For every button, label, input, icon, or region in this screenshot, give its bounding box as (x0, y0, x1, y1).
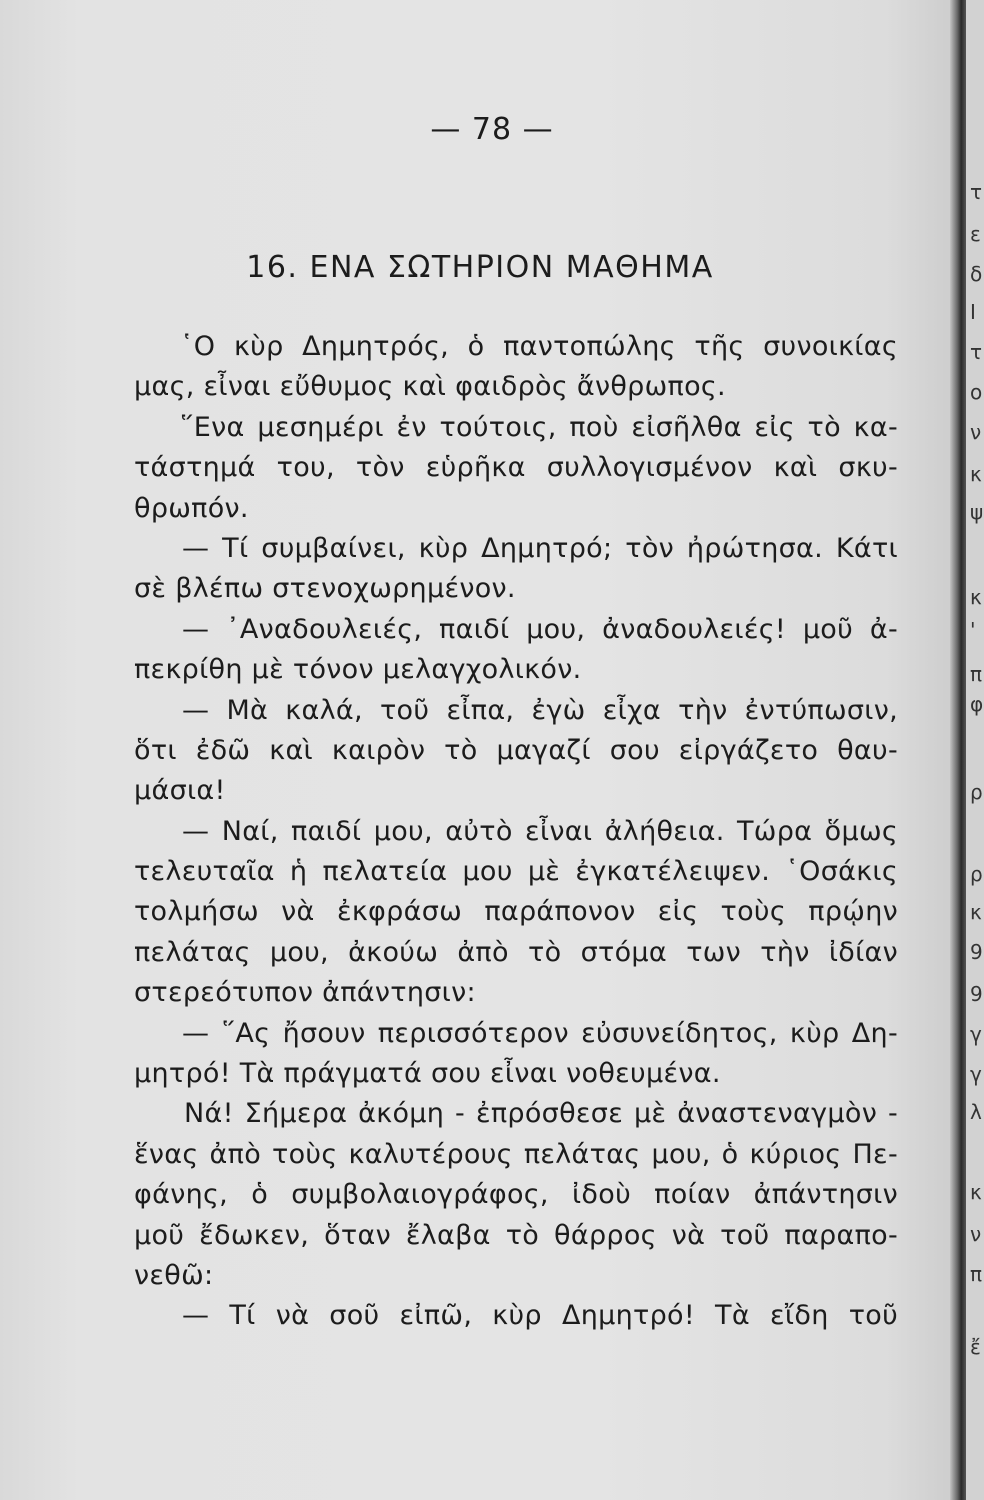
edge-glyph: τ (970, 180, 983, 204)
edge-glyph: κ (970, 900, 982, 924)
book-gutter (950, 0, 966, 1500)
edge-glyph: δ (970, 262, 983, 286)
edge-glyph: κ (970, 462, 982, 486)
text-line: πελάτας μου, ἀκούω ἀπὸ τὸ στόμα των τὴν ἰδίαν (134, 936, 898, 968)
edge-glyph: ρ (970, 780, 983, 804)
text-line: νεθῶ: (134, 1259, 214, 1291)
edge-glyph: τ (970, 340, 983, 364)
text-line: στερεότυπον ἀπάντησιν: (134, 977, 476, 1009)
edge-glyph: ο (970, 380, 983, 404)
text-line: σὲ βλέπω στενοχωρημένον. (134, 573, 516, 605)
text-line: — Τί νὰ σοῦ εἰπῶ, κὺρ Δημητρό! Τὰ εἴδη τοῦ (182, 1300, 898, 1332)
text-line: ὅτι ἐδῶ καὶ καιρὸν τὸ μαγαζί σου εἰργάζετο θαυ- (134, 734, 898, 766)
edge-glyph: ν (970, 420, 982, 444)
body-text (134, 327, 898, 1337)
edge-glyph: ν (970, 1222, 982, 1246)
text-line: — ῞Ας ἤσουν περισσότερον εὐσυνείδητος, κὺρ Δη- (182, 1017, 898, 1049)
edge-glyph: ' (970, 618, 976, 642)
page-number: — 78 — (430, 112, 554, 147)
edge-glyph: κ (970, 1180, 982, 1204)
edge-glyph: ε (970, 222, 981, 246)
edge-glyph: κ (970, 585, 982, 609)
text-line: — ᾿Αναδουλειές, παιδί μου, ἀναδουλειές! μοῦ ἀ- (182, 613, 898, 645)
text-line: φάνης, ὁ συμβολαιογράφος, ἰδοὺ ποίαν ἀπάντησιν (134, 1179, 898, 1211)
chapter-title: 16. ΕΝΑ ΣΩΤΗΡΙΟΝ ΜΑΘΗΜΑ (246, 250, 714, 285)
edge-glyph: π (970, 1262, 983, 1286)
text-line: τολμήσω νὰ ἐκφράσω παράπονον εἰς τοὺς πρῴην (134, 896, 898, 928)
edge-glyph: 9 (970, 982, 983, 1006)
text-line: τάστημά του, τὸν εὑρῆκα συλλογισμένον καὶ σκυ- (134, 452, 898, 484)
edge-glyph: ρ (970, 862, 983, 886)
text-line: ἕνας ἀπὸ τοὺς καλυτέρους πελάτας μου, ὁ κύριος Πε- (134, 1138, 898, 1170)
edge-glyph: ἔ (970, 1335, 981, 1359)
text-line: πεκρίθη μὲ τόνον μελαγχολικόν. (134, 654, 582, 686)
text-line: ῞Ενα μεσημέρι ἐν τούτοις, ποὺ εἰσῆλθα εἰς τὸ κα- (180, 411, 898, 443)
edge-glyph: Ι (970, 300, 976, 324)
text-line: Νά! Σήμερα ἀκόμη - ἐπρόσθεσε μὲ ἀναστεναγμὸν - (184, 1098, 898, 1130)
adjacent-page-edge (966, 0, 984, 1500)
text-line: θρωπόν. (134, 492, 249, 524)
text-line: τελευταῖα ἡ πελατεία μου μὲ ἐγκατέλειψεν. ῾Οσάκις (134, 856, 898, 888)
edge-glyph: γ (970, 1062, 982, 1086)
edge-glyph: 9 (970, 940, 983, 964)
edge-glyph: φ (970, 692, 984, 716)
text-line: ῾Ο κὺρ Δημητρός, ὁ παντοπώλης τῆς συνοικίας (180, 331, 898, 362)
text-line: μας, εἶναι εὔθυμος καὶ φαιδρὸς ἄνθρωπος. (134, 371, 726, 403)
text-line: — Ναί, παιδί μου, αὐτὸ εἶναι ἀλήθεια. Τώρα ὅμως (182, 815, 898, 847)
edge-glyph: π (970, 662, 983, 686)
edge-glyph: λ (970, 1100, 982, 1124)
text-line: μάσια! (134, 775, 226, 807)
edge-glyph: γ (970, 1022, 982, 1046)
text-line: μοῦ ἔδωκεν, ὅταν ἔλαβα τὸ θάρρος νὰ τοῦ παραπο- (134, 1219, 898, 1251)
edge-glyph: ψ (970, 500, 984, 524)
text-line: — Τί συμβαίνει, κὺρ Δημητρό; τὸν ἠρώτησα. Κάτι (182, 532, 898, 564)
text-line: — Μὰ καλά, τοῦ εἶπα, ἐγὼ εἶχα τὴν ἐντύπωσιν, (182, 694, 898, 726)
text-line: μητρό! Τὰ πράγματά σου εἶναι νοθευμένα. (134, 1058, 721, 1090)
